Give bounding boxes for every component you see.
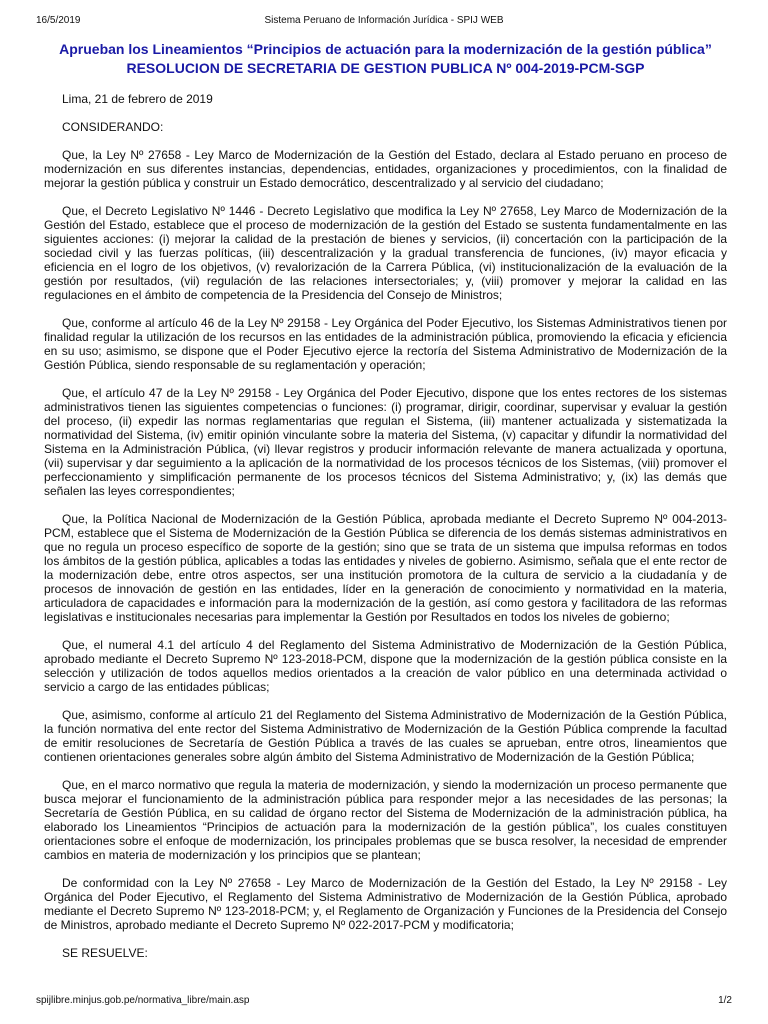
page-url: spijlibre.minjus.gob.pe/normativa_libre/main.asp bbox=[36, 995, 250, 1006]
paragraph: Que, asimismo, conforme al artículo 21 del Reglamento del Sistema Administrativo de Modernización de la Gestión Pública, la función normativa del ente rector del Sistema Administrativo de Modernización de la Gestión Pública comprende la facultad de emitir resoluciones de Secretaría de Gestión Pública a través de las cuales se aprueban, entre otros, lineamientos que contienen orientaciones generales sobre algún ámbito del Sistema Administrativo de Modernización de la Gestión Pública; bbox=[44, 708, 727, 764]
page-number: 1/2 bbox=[718, 995, 732, 1006]
resolve-heading: SE RESUELVE: bbox=[62, 946, 148, 960]
paragraph: Que, conforme al artículo 46 de la Ley Nº 29158 - Ley Orgánica del Poder Ejecutivo, los Sistemas Administrativos tienen por finalidad regular la utilización de los recursos en las entidades de la administración pública, promoviendo la eficacia y eficiencia en su uso; asimismo, se dispone que el Poder Ejecutivo ejerce la rectoría del Sistema Administrativo de Modernización de la Gestión Pública, siendo responsable de su reglamentación y operación; bbox=[44, 316, 727, 372]
print-date: 16/5/2019 bbox=[36, 15, 81, 26]
document-body bbox=[44, 40, 727, 974]
print-header bbox=[36, 14, 732, 28]
paragraph: De conformidad con la Ley Nº 27658 - Ley Marco de Modernización de la Gestión del Estado, la Ley Nº 29158 - Ley Orgánica del Poder Ejecutivo, el Reglamento del Sistema Administrativo de Modernización de la Gestión Pública, aprobado mediante el Decreto Supremo Nº 123-2018-PCM; y, el Reglamento de Organización y Funciones de la Presidencia del Consejo de Ministros, aprobado mediante el Decreto Supremo Nº 022-2017-PCM y modificatoria; bbox=[44, 876, 727, 932]
paragraph: Que, la Política Nacional de Modernización de la Gestión Pública, aprobada mediante el Decreto Supremo Nº 004-2013-PCM, establece que el Sistema de Modernización de la Gestión Pública se diferencia de los demás sistemas administrativos en que no regula un proceso específico de soporte de la gestión; sino que se trata de un sistema que impulsa reformas en todos los ámbitos de la gestión pública, aplicables a todas las entidades y niveles de gobierno. Asimismo, señala que el ente rector de la modernización debe, entre otros aspectos, ser una institución promotora de la cultura de servicio a la ciudadanía y de procesos de innovación de gestión en las entidades, líder en la generación de conocimiento y normatividad en la materia, articuladora de capacidades e información para la modernización de la gestión, así como gestora y facilitadora de las reformas legislativas e institucionales necesarias para implementar la Gestión por Resultados en todos los niveles de gobierno; bbox=[44, 512, 727, 624]
place-date: Lima, 21 de febrero de 2019 bbox=[62, 92, 213, 106]
paragraph: Que, la Ley Nº 27658 - Ley Marco de Modernización de la Gestión del Estado, declara al Estado peruano en proceso de modernización en sus diferentes instancias, dependencias, entidades, organizaciones y procedimientos, con la finalidad de mejorar la gestión pública y construir un Estado democrático, descentralizado y al servicio del ciudadano; bbox=[44, 148, 727, 190]
paragraph: Que, en el marco normativo que regula la materia de modernización, y siendo la modernización un proceso permanente que busca mejorar el funcionamiento de la administración pública para responder mejor a las necesidades de las personas; la Secretaría de Gestión Pública, en su calidad de órgano rector del Sistema de Modernización de la administración pública, ha elaborado los Lineamientos “Principios de actuación para la modernización de la gestión pública”, los cuales constituyen orientaciones sobre el enfoque de modernización, los principales problemas que se busca resolver, la necesidad de emprender cambios en materia de modernización y los principios que se plantean; bbox=[44, 778, 727, 862]
print-footer bbox=[36, 994, 732, 1008]
document-title: Aprueban los Lineamientos “Principios de actuación para la modernización de la gestión pública” bbox=[59, 41, 712, 57]
paragraph: Que, el numeral 4.1 del artículo 4 del Reglamento del Sistema Administrativo de Modernización de la Gestión Pública, aprobado mediante el Decreto Supremo Nº 123-2018-PCM, dispone que la modernización de la gestión pública consiste en la selección y utilización de todos aquellos medios orientados a la creación de valor público en una determinada actividad o servicio a cargo de las entidades públicas; bbox=[44, 638, 727, 694]
paragraph: Que, el artículo 47 de la Ley Nº 29158 - Ley Orgánica del Poder Ejecutivo, dispone que los entes rectores de los sistemas administrativos tienen las siguientes competencias o funciones: (i) programar, dirigir, coordinar, supervisar y evaluar la gestión del proceso, (ii) expedir las normas reglamentarias que regulan el Sistema, (iii) mantener actualizada y sistematizada la normatividad del Sistema, (iv) emitir opinión vinculante sobre la materia del Sistema, (v) capacitar y difundir la normatividad del Sistema en la Administración Pública, (vi) llevar registros y producir información relevante de manera actualizada y oportuna, (vii) supervisar y dar seguimiento a la aplicación de la normatividad de los procesos técnicos de los Sistemas, (viii) promover el perfeccionamiento y simplificación permanente de los procesos técnicos del Sistema Administrativo; y, (ix) las demás que señalen las leyes correspondientes; bbox=[44, 386, 727, 498]
paragraph: Que, el Decreto Legislativo Nº 1446 - Decreto Legislativo que modifica la Ley Nº 27658, Ley Marco de Modernización de la Gestión del Estado, establece que el proceso de modernización de la gestión del Estado se sustenta fundamentalmente en las siguientes acciones: (i) mejorar la calidad de la prestación de bienes y servicios, (ii) concertación con la participación de la sociedad civil y las fuerzas políticas, (iii) descentralización y la gradual transferencia de funciones, (iv) mayor eficacia y eficiencia en el logro de los objetivos, (v) revalorización de la Carrera Pública, (vi) institucionalización de la evaluación de la gestión por resultados, (vii) regulación de las relaciones intersectoriales; y, (viii) promover y mejorar la calidad en las regulaciones en el ámbito de competencia de la Presidencia del Consejo de Ministros; bbox=[44, 204, 727, 302]
considering-heading: CONSIDERANDO: bbox=[62, 120, 164, 134]
resolution-number: RESOLUCION DE SECRETARIA DE GESTION PUBLICA Nº 004-2019-PCM-SGP bbox=[126, 60, 645, 76]
site-name: Sistema Peruano de Información Jurídica - SPIJ WEB bbox=[264, 15, 504, 26]
